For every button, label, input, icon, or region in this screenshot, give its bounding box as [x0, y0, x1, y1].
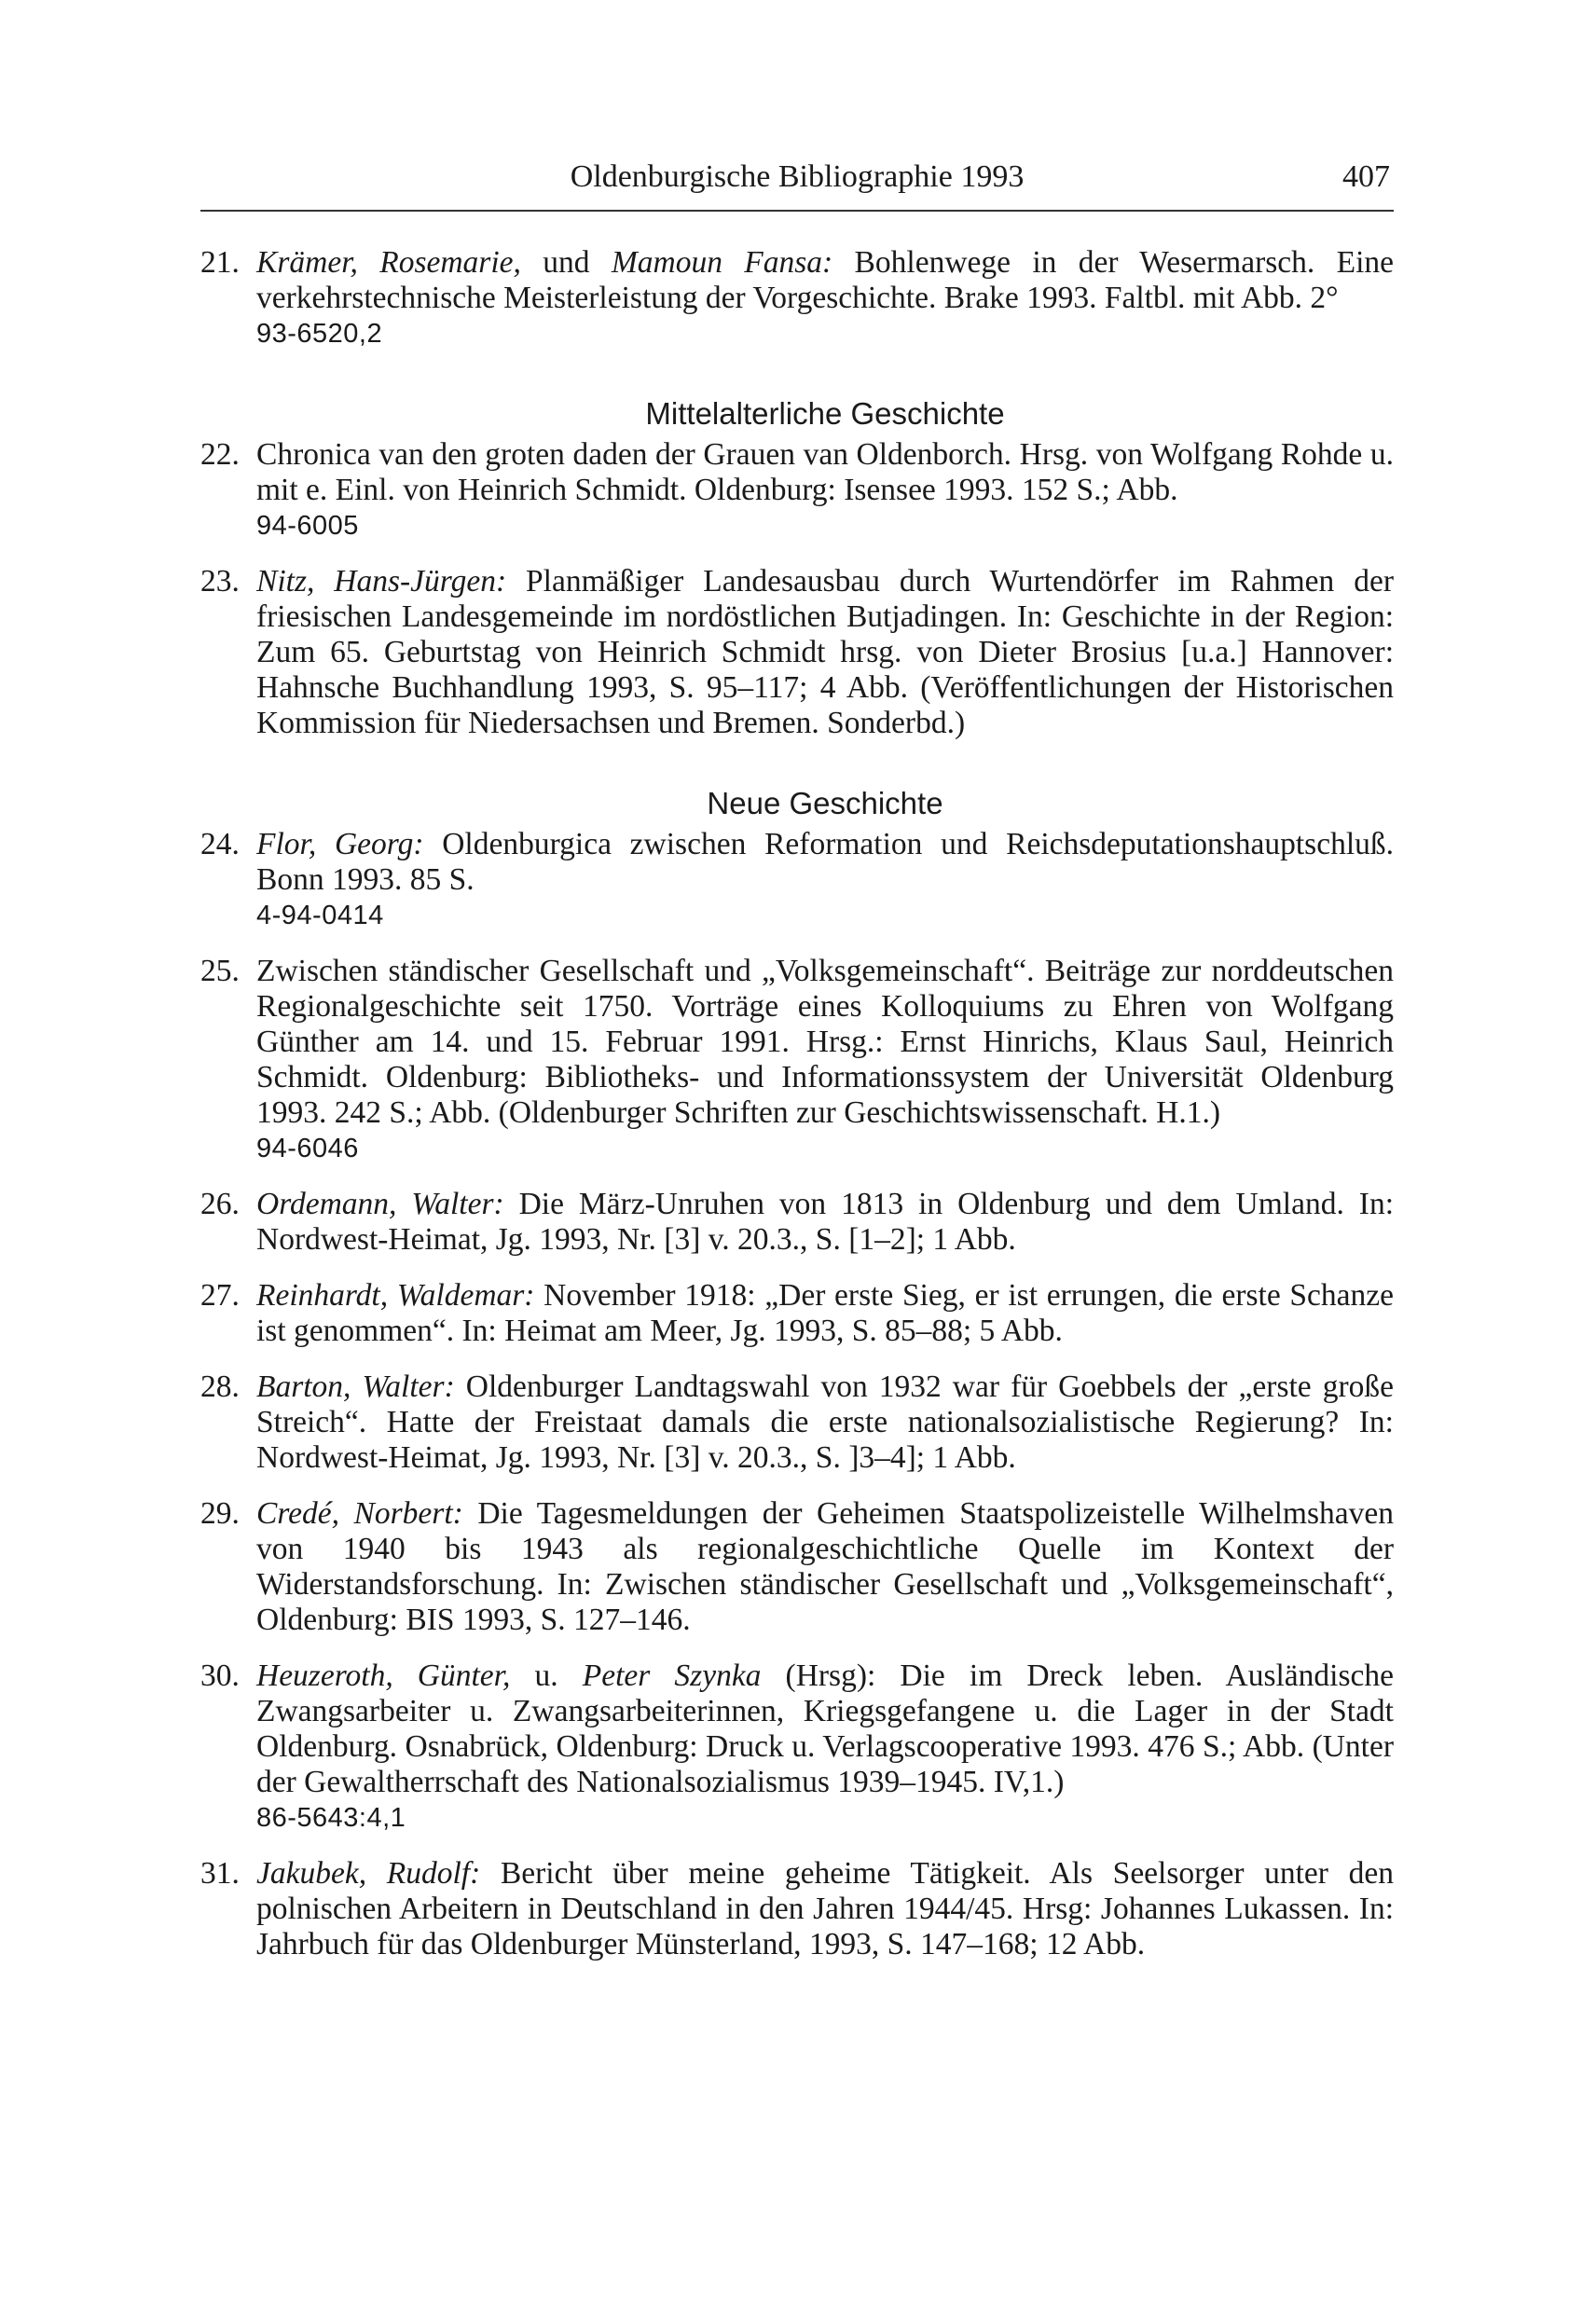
- bibliography-entry: [200, 1658, 1394, 1836]
- entry-number: 30.: [200, 1658, 240, 1693]
- running-title: Oldenburgische Bibliographie 1993: [570, 159, 1025, 194]
- entry-author: Credé, Norbert:: [256, 1496, 463, 1531]
- entry-number: 25.: [200, 954, 240, 988]
- entry-body: [256, 245, 1394, 351]
- entry-text: Die Tagesmeldungen der Geheimen Staatspolizeistelle Wilhelmshaven von 1940 bis 1943 als regionalgeschichtliche Quelle im Kontext der Widerstandsforschung. In: Zwischen ständischer Gesellschaft und „Volksgemeinschaft“, Oldenburg: BIS 1993, S. 127–146.: [256, 1496, 1394, 1637]
- entry-text: Die März-Unruhen von 1813 in Oldenburg und dem Umland. In: Nordwest-Heimat, Jg. 1993, Nr. [3] v. 20.3., S. [1–2]; 1 Abb.: [256, 1187, 1394, 1257]
- entry-text: Chronica van den groten daden der Grauen van Oldenborch. Hrsg. von Wolfgang Rohde u. mit e. Einl. von Heinrich Schmidt. Oldenburg: Isensee 1993. 152 S.; Abb.: [256, 437, 1394, 507]
- entry-text: November 1918: „Der erste Sieg, er ist errungen, die erste Schanze ist genommen“. In: Heimat am Meer, Jg. 1993, S. 85–88; 5 Abb.: [256, 1278, 1394, 1348]
- entry-text: Oldenburger Landtagswahl von 1932 war für Goebbels der „erste große Streich“. Hatte der Freistaat damals die erste nationalsozialistische Regierung? In: Nordwest-Heimat, Jg. 1993, Nr. [3] v. 20.3., S. ]3–4]; 1 Abb.: [256, 1369, 1394, 1475]
- bibliography-entry: [200, 827, 1394, 933]
- bibliography-entry: [200, 1369, 1394, 1476]
- entry-text: Oldenburgica zwischen Reformation und Reichsdeputationshauptschluß. Bonn 1993. 85 S.: [256, 827, 1395, 897]
- entry-body: [256, 1856, 1394, 1962]
- entry-coauthor: Peter Szynka: [582, 1658, 762, 1693]
- bibliography-entry: [200, 564, 1394, 741]
- bibliography-entry: [200, 954, 1394, 1166]
- bibliography-entry: [200, 1278, 1394, 1349]
- bibliography-entries: [200, 245, 1394, 1962]
- entry-body: [256, 954, 1394, 1166]
- entry-number: 24.: [200, 827, 240, 861]
- entry-body: [256, 564, 1394, 741]
- entry-body: [256, 1187, 1394, 1258]
- entry-shelfmark: 94-6046: [256, 1134, 359, 1163]
- section-heading: Neue Geschichte: [707, 786, 943, 820]
- entry-text: Bohlenwege in der Wesermarsch. Eine verkehrstechnische Meisterleistung der Vorgeschichte. Brake 1993. Faltbl. mit Abb. 2°: [256, 245, 1394, 315]
- entry-number: 21.: [200, 245, 240, 280]
- bibliography-entry: [200, 245, 1394, 351]
- bibliography-entry: [200, 1187, 1394, 1258]
- entry-text: Zwischen ständischer Gesellschaft und „Volksgemeinschaft“. Beiträge zur norddeutschen Regionalgeschichte seit 1750. Vorträge eines Kolloquiums zu Ehren von Wolfgang Günther am 14. und 15. Februar 1991. Hrsg.: Ernst Hinrichs, Klaus Saul, Heinrich Schmidt. Oldenburg: Bibliotheks- und Informationssystem der Universität Oldenburg 1993. 242 S.; Abb. (Oldenburger Schriften zur Geschichtswissenschaft. H.1.): [256, 954, 1394, 1130]
- entry-coauthor: Mamoun Fansa:: [611, 245, 833, 280]
- entry-author: Jakubek, Rudolf:: [256, 1856, 481, 1891]
- entry-author: Ordemann, Walter:: [256, 1187, 504, 1221]
- bibliography-entry: [200, 1496, 1394, 1638]
- entry-author-connector: u.: [510, 1658, 583, 1693]
- page-number: 407: [1342, 159, 1390, 194]
- document-page: [200, 154, 1394, 1983]
- entry-shelfmark: 93-6520,2: [256, 319, 383, 349]
- entry-number: 28.: [200, 1369, 240, 1404]
- entry-number: 26.: [200, 1187, 240, 1221]
- entry-body: [256, 827, 1394, 933]
- entry-number: 22.: [200, 437, 240, 472]
- section-heading: Mittelalterliche Geschichte: [645, 396, 1005, 431]
- entry-author: Reinhardt, Waldemar:: [256, 1278, 535, 1313]
- entry-shelfmark: 4-94-0414: [256, 901, 384, 930]
- entry-body: [256, 437, 1394, 544]
- entry-body: [256, 1278, 1394, 1349]
- entry-author: Krämer, Rosemarie,: [256, 245, 521, 280]
- entry-author: Barton, Walter:: [256, 1369, 455, 1404]
- entry-number: 23.: [200, 564, 240, 599]
- entry-shelfmark: 86-5643:4,1: [256, 1803, 406, 1833]
- entry-shelfmark: 94-6005: [256, 511, 359, 541]
- entry-author: Nitz, Hans-Jürgen:: [256, 564, 507, 599]
- running-head: [200, 154, 1394, 212]
- entry-author: Flor, Georg:: [256, 827, 424, 861]
- entry-number: 27.: [200, 1278, 240, 1313]
- entry-number: 29.: [200, 1496, 240, 1531]
- entry-author: Heuzeroth, Günter,: [256, 1658, 511, 1693]
- entry-author-connector: und: [520, 245, 612, 280]
- entry-text: Bericht über meine geheime Tätigkeit. Als Seelsorger unter den polnischen Arbeitern in Deutschland in den Jahren 1944/45. Hrsg: Johannes Lukassen. In: Jahrbuch für das Oldenburger Münsterland, 1993, S. 147–168; 12 Abb.: [256, 1856, 1394, 1961]
- entry-body: [256, 1658, 1394, 1836]
- entry-body: [256, 1369, 1394, 1476]
- entry-number: 31.: [200, 1856, 240, 1891]
- entry-text: (Hrsg): Die im Dreck leben. Ausländische Zwangsarbeiter u. Zwangsarbeiterinnen, Kriegsgefangene u. die Lager in der Stadt Oldenburg. Osnabrück, Oldenburg: Druck u. Verlagscooperative 1993. 476 S.; Abb. (Unter der Gewaltherrschaft des Nationalsozialismus 1939–1945. IV,1.): [256, 1658, 1395, 1799]
- entry-body: [256, 1496, 1394, 1638]
- entry-text: Planmäßiger Landesausbau durch Wurtendörfer im Rahmen der friesischen Landesgemeinde im nordöstlichen Butjadingen. In: Geschichte in der Region: Zum 65. Geburtstag von Heinrich Schmidt hrsg. von Dieter Brosius [u.a.] Hannover: Hahnsche Buchhandlung 1993, S. 95–117; 4 Abb. (Veröffentlichungen der Historischen Kommission für Niedersachsen und Bremen. Sonderbd.): [256, 564, 1394, 740]
- bibliography-entry: [200, 1856, 1394, 1962]
- bibliography-entry: [200, 437, 1394, 544]
